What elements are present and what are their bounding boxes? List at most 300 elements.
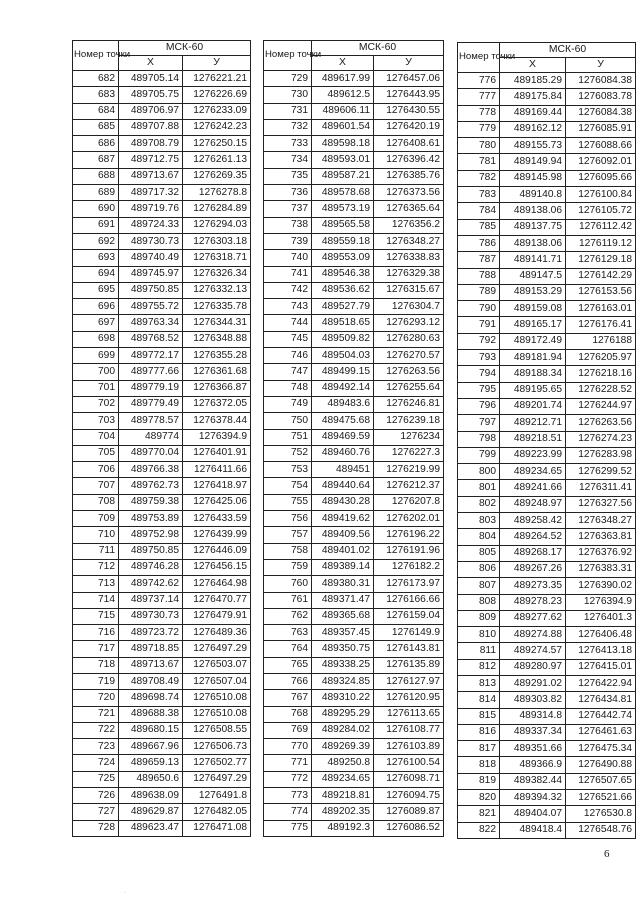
- x-coordinate-cell: 489504.03: [312, 348, 374, 364]
- x-coordinate-cell: 489527.79: [312, 299, 374, 315]
- point-number-cell: 777: [458, 89, 500, 105]
- x-coordinate-cell: 489350.75: [312, 641, 374, 657]
- x-coordinate-cell: 489755.72: [119, 299, 183, 315]
- y-coordinate-cell: 1276196.22: [374, 527, 444, 543]
- x-coordinate-cell: 489303.82: [500, 692, 566, 708]
- table-row: [458, 333, 636, 349]
- y-coordinate-cell: 1276084.38: [566, 105, 636, 121]
- y-coordinate-cell: 1276385.76: [374, 168, 444, 184]
- table-row: [458, 382, 636, 398]
- x-coordinate-cell: 489267.26: [500, 561, 566, 577]
- table-row: [73, 771, 251, 787]
- x-coordinate-cell: 489401.02: [312, 543, 374, 559]
- x-coordinate-cell: 489404.07: [500, 806, 566, 822]
- point-number-cell: 747: [264, 364, 312, 380]
- point-number-cell: 750: [264, 413, 312, 429]
- x-coordinate-cell: 489159.08: [500, 301, 566, 317]
- point-number-cell: 683: [73, 87, 119, 103]
- x-coordinate-cell: 489593.01: [312, 152, 374, 168]
- x-coordinate-cell: 489770.04: [119, 445, 183, 461]
- table-row: [73, 576, 251, 592]
- x-coordinate-cell: 489612.5: [312, 87, 374, 103]
- y-coordinate-cell: 1276205.97: [566, 350, 636, 366]
- x-coordinate-cell: 489475.68: [312, 413, 374, 429]
- table-row: [458, 561, 636, 577]
- point-number-cell: 813: [458, 675, 500, 691]
- table-row: [458, 513, 636, 529]
- table-row: [458, 252, 636, 268]
- point-number-cell: 730: [264, 87, 312, 103]
- y-coordinate-cell: 1276228.52: [566, 382, 636, 398]
- y-coordinate-cell: 1276502.77: [183, 755, 251, 771]
- x-coordinate-cell: 489248.97: [500, 496, 566, 512]
- table-row: [458, 398, 636, 414]
- x-coordinate-cell: 489536.62: [312, 282, 374, 298]
- point-number-cell: 740: [264, 250, 312, 266]
- point-number-cell: 687: [73, 152, 119, 168]
- table-row: [73, 706, 251, 722]
- y-coordinate-cell: 1276373.56: [374, 185, 444, 201]
- y-coordinate-cell: 1276530.8: [566, 806, 636, 822]
- x-coordinate-cell: 489680.15: [119, 722, 183, 738]
- table-row: [458, 203, 636, 219]
- y-coordinate-cell: 1276490.88: [566, 757, 636, 773]
- x-coordinate-cell: 489763.34: [119, 315, 183, 331]
- point-number-cell: 736: [264, 185, 312, 201]
- point-number-cell: 716: [73, 625, 119, 641]
- point-number-cell: 764: [264, 641, 312, 657]
- y-coordinate-cell: 1276372.05: [183, 396, 251, 412]
- y-coordinate-cell: 1276119.12: [566, 235, 636, 251]
- table-row: [264, 576, 444, 592]
- table-row: [458, 219, 636, 235]
- table-row: [458, 757, 636, 773]
- x-coordinate-cell: 489778.57: [119, 413, 183, 429]
- y-coordinate-cell: 1276457.06: [374, 71, 444, 87]
- point-number-cell: 756: [264, 511, 312, 527]
- x-coordinate-cell: 489629.87: [119, 804, 183, 820]
- point-number-cell: 751: [264, 429, 312, 445]
- x-coordinate-cell: 489277.62: [500, 610, 566, 626]
- x-coordinate-cell: 489234.65: [312, 771, 374, 787]
- point-number-cell: 690: [73, 201, 119, 217]
- y-coordinate-cell: 1276327.56: [566, 496, 636, 512]
- y-coordinate-cell: 1276129.18: [566, 252, 636, 268]
- x-coordinate-cell: 489718.85: [119, 641, 183, 657]
- table-row: [264, 543, 444, 559]
- x-coordinate-cell: 489338.25: [312, 657, 374, 673]
- table-row: [264, 820, 444, 836]
- y-coordinate-cell: 1276475.34: [566, 741, 636, 757]
- point-number-cell: 791: [458, 317, 500, 333]
- x-coordinate-cell: 489175.84: [500, 89, 566, 105]
- y-coordinate-cell: 1276363.81: [566, 529, 636, 545]
- x-coordinate-cell: 489750.85: [119, 282, 183, 298]
- table-row: [264, 771, 444, 787]
- point-number-cell: 707: [73, 478, 119, 494]
- x-coordinate-cell: 489310.22: [312, 690, 374, 706]
- table-row: [73, 168, 251, 184]
- point-number-cell: 748: [264, 380, 312, 396]
- x-coordinate-cell: 489419.62: [312, 511, 374, 527]
- y-coordinate-cell: 1276304.7: [374, 299, 444, 315]
- table-row: [73, 396, 251, 412]
- y-coordinate-cell: 1276202.01: [374, 511, 444, 527]
- x-coordinate-cell: 489598.18: [312, 136, 374, 152]
- table-row: [458, 627, 636, 643]
- x-coordinate-cell: 489499.15: [312, 364, 374, 380]
- y-coordinate-cell: 1276255.64: [374, 380, 444, 396]
- y-coordinate-cell: 1276415.01: [566, 659, 636, 675]
- x-coordinate-cell: 489382.44: [500, 773, 566, 789]
- table-row: [73, 136, 251, 152]
- x-coordinate-cell: 489638.09: [119, 788, 183, 804]
- y-coordinate-cell: 1276261.13: [183, 152, 251, 168]
- x-coordinate-cell: 489745.97: [119, 266, 183, 282]
- x-coordinate-cell: 489713.67: [119, 657, 183, 673]
- point-number-cell: 763: [264, 625, 312, 641]
- table-row: [458, 578, 636, 594]
- table-row: [73, 641, 251, 657]
- x-coordinate-cell: 489273.35: [500, 578, 566, 594]
- y-coordinate-cell: 1276406.48: [566, 627, 636, 643]
- point-number-cell: 702: [73, 396, 119, 412]
- x-coordinate-cell: 489371.47: [312, 592, 374, 608]
- table-row: [458, 822, 636, 838]
- table-row: [458, 741, 636, 757]
- table-row: [73, 559, 251, 575]
- point-number-header: Номер точки: [264, 41, 312, 71]
- x-coordinate-cell: 489717.32: [119, 185, 183, 201]
- x-coordinate-cell: 489172.49: [500, 333, 566, 349]
- point-number-cell: 803: [458, 513, 500, 529]
- x-coordinate-cell: 489250.8: [312, 755, 374, 771]
- point-number-cell: 738: [264, 217, 312, 233]
- y-coordinate-cell: 1276218.16: [566, 366, 636, 382]
- point-number-cell: 700: [73, 364, 119, 380]
- table-row: [264, 250, 444, 266]
- y-coordinate-cell: 1276315.67: [374, 282, 444, 298]
- point-number-cell: 773: [264, 788, 312, 804]
- y-coordinate-cell: 1276299.52: [566, 464, 636, 480]
- x-coordinate-cell: 489202.35: [312, 804, 374, 820]
- x-coordinate-cell: 489440.64: [312, 478, 374, 494]
- table-row: [264, 315, 444, 331]
- point-number-cell: 706: [73, 462, 119, 478]
- point-number-cell: 801: [458, 480, 500, 496]
- x-coordinate-cell: 489162.12: [500, 121, 566, 137]
- table-row: [264, 706, 444, 722]
- y-column-header: У: [566, 58, 636, 73]
- point-number-cell: 741: [264, 266, 312, 282]
- x-coordinate-cell: 489708.79: [119, 136, 183, 152]
- y-coordinate-cell: 1276244.97: [566, 398, 636, 414]
- x-coordinate-cell: 489291.02: [500, 675, 566, 691]
- table-row: [73, 445, 251, 461]
- point-number-cell: 769: [264, 722, 312, 738]
- table-row: [73, 217, 251, 233]
- table-row: [264, 657, 444, 673]
- y-coordinate-cell: 1276508.55: [183, 722, 251, 738]
- point-number-cell: 808: [458, 594, 500, 610]
- x-coordinate-cell: 489218.51: [500, 431, 566, 447]
- y-coordinate-cell: 1276401.91: [183, 445, 251, 461]
- point-number-cell: 800: [458, 464, 500, 480]
- x-coordinate-cell: 489223.99: [500, 447, 566, 463]
- x-coordinate-cell: 489274.88: [500, 627, 566, 643]
- coordinates-table-1: [72, 40, 251, 837]
- table-row: [73, 119, 251, 135]
- table-row: [264, 103, 444, 119]
- table-row: [73, 690, 251, 706]
- point-number-cell: 806: [458, 561, 500, 577]
- x-column-header: X: [312, 56, 374, 71]
- table-row: [264, 233, 444, 249]
- point-number-cell: 724: [73, 755, 119, 771]
- table-row: [264, 152, 444, 168]
- table-row: [264, 87, 444, 103]
- x-coordinate-cell: 489141.71: [500, 252, 566, 268]
- point-number-cell: 733: [264, 136, 312, 152]
- table-row: [264, 559, 444, 575]
- y-coordinate-cell: 1276461.63: [566, 724, 636, 740]
- table-row: [73, 87, 251, 103]
- table-row: [458, 187, 636, 203]
- x-coordinate-cell: 489380.31: [312, 576, 374, 592]
- x-coordinate-cell: 489578.68: [312, 185, 374, 201]
- y-coordinate-cell: 1276489.36: [183, 625, 251, 641]
- x-coordinate-cell: 489553.09: [312, 250, 374, 266]
- point-number-cell: 692: [73, 233, 119, 249]
- y-coordinate-cell: 1276246.81: [374, 396, 444, 412]
- y-coordinate-cell: 1276491.8: [183, 788, 251, 804]
- table-row: [264, 511, 444, 527]
- x-coordinate-cell: 489659.13: [119, 755, 183, 771]
- y-coordinate-cell: 1276280.63: [374, 331, 444, 347]
- x-coordinate-cell: 489706.97: [119, 103, 183, 119]
- table-row: [73, 478, 251, 494]
- table-row: [264, 266, 444, 282]
- table-row: [73, 185, 251, 201]
- y-coordinate-cell: 1276084.38: [566, 73, 636, 89]
- y-coordinate-cell: 1276159.04: [374, 608, 444, 624]
- point-number-cell: 809: [458, 610, 500, 626]
- y-coordinate-cell: 1276548.76: [566, 822, 636, 838]
- x-coordinate-cell: 489774: [119, 429, 183, 445]
- point-number-cell: 792: [458, 333, 500, 349]
- y-coordinate-cell: 1276083.78: [566, 89, 636, 105]
- x-coordinate-cell: 489264.52: [500, 529, 566, 545]
- table-row: [73, 71, 251, 87]
- point-number-cell: 725: [73, 771, 119, 787]
- y-coordinate-cell: 1276394.9: [183, 429, 251, 445]
- table-row: [73, 266, 251, 282]
- table-row: [458, 773, 636, 789]
- point-number-cell: 746: [264, 348, 312, 364]
- table-row: [264, 299, 444, 315]
- x-coordinate-cell: 489737.14: [119, 592, 183, 608]
- y-coordinate-cell: 1276120.95: [374, 690, 444, 706]
- y-coordinate-cell: 1276113.65: [374, 706, 444, 722]
- table-row: [264, 445, 444, 461]
- y-coordinate-cell: 1276479.91: [183, 608, 251, 624]
- x-coordinate-cell: 489777.66: [119, 364, 183, 380]
- table-row: [458, 73, 636, 89]
- point-number-cell: 695: [73, 282, 119, 298]
- y-coordinate-cell: 1276153.56: [566, 284, 636, 300]
- y-coordinate-cell: 1276250.15: [183, 136, 251, 152]
- table-row: [458, 675, 636, 691]
- y-coordinate-cell: 1276422.94: [566, 675, 636, 691]
- x-coordinate-cell: 489730.73: [119, 608, 183, 624]
- y-coordinate-cell: 1276095.66: [566, 170, 636, 186]
- point-number-header: Номер точки: [73, 41, 119, 71]
- x-coordinate-cell: 489559.18: [312, 233, 374, 249]
- point-number-cell: 780: [458, 138, 500, 154]
- y-coordinate-cell: 1276239.18: [374, 413, 444, 429]
- x-coordinate-cell: 489565.58: [312, 217, 374, 233]
- y-coordinate-cell: 1276212.37: [374, 478, 444, 494]
- point-number-cell: 734: [264, 152, 312, 168]
- x-coordinate-cell: 489241.66: [500, 480, 566, 496]
- x-coordinate-cell: 489366.9: [500, 757, 566, 773]
- point-number-cell: 723: [73, 739, 119, 755]
- table-row: [73, 413, 251, 429]
- point-number-cell: 799: [458, 447, 500, 463]
- y-coordinate-cell: 1276434.81: [566, 692, 636, 708]
- table-row: [458, 284, 636, 300]
- point-number-cell: 787: [458, 252, 500, 268]
- table-row: [458, 350, 636, 366]
- x-coordinate-cell: 489314.8: [500, 708, 566, 724]
- point-number-cell: 717: [73, 641, 119, 657]
- point-number-cell: 744: [264, 315, 312, 331]
- table-row: [458, 692, 636, 708]
- table-row: [73, 364, 251, 380]
- table-row: [458, 464, 636, 480]
- point-number-cell: 765: [264, 657, 312, 673]
- point-number-cell: 721: [73, 706, 119, 722]
- table-row: [73, 380, 251, 396]
- y-coordinate-cell: 1276221.21: [183, 71, 251, 87]
- point-number-cell: 776: [458, 73, 500, 89]
- x-coordinate-cell: 489234.65: [500, 464, 566, 480]
- coordinate-system-header: МСК-60: [500, 43, 636, 58]
- y-coordinate-cell: 1276378.44: [183, 413, 251, 429]
- x-coordinate-cell: 489492.14: [312, 380, 374, 396]
- y-coordinate-cell: 1276094.75: [374, 788, 444, 804]
- y-coordinate-cell: 1276394.9: [566, 594, 636, 610]
- x-coordinate-cell: 489195.65: [500, 382, 566, 398]
- x-coordinate-cell: 489430.28: [312, 494, 374, 510]
- y-coordinate-cell: 1276105.72: [566, 203, 636, 219]
- y-coordinate-cell: 1276470.77: [183, 592, 251, 608]
- y-coordinate-cell: 1276103.89: [374, 739, 444, 755]
- point-number-cell: 768: [264, 706, 312, 722]
- y-coordinate-cell: 1276503.07: [183, 657, 251, 673]
- x-coordinate-cell: 489766.38: [119, 462, 183, 478]
- y-coordinate-cell: 1276143.81: [374, 641, 444, 657]
- table-row: [458, 610, 636, 626]
- point-number-cell: 689: [73, 185, 119, 201]
- y-coordinate-cell: 1276383.31: [566, 561, 636, 577]
- table-row: [458, 105, 636, 121]
- x-coordinate-cell: 489698.74: [119, 690, 183, 706]
- y-coordinate-cell: 1276326.34: [183, 266, 251, 282]
- x-coordinate-cell: 489724.33: [119, 217, 183, 233]
- point-number-cell: 715: [73, 608, 119, 624]
- x-coordinate-cell: 489730.73: [119, 233, 183, 249]
- table-row: [73, 462, 251, 478]
- y-coordinate-cell: 1276497.29: [183, 771, 251, 787]
- y-coordinate-cell: 1276510.08: [183, 690, 251, 706]
- point-number-cell: 743: [264, 299, 312, 315]
- point-number-cell: 812: [458, 659, 500, 675]
- x-coordinate-cell: 489365.68: [312, 608, 374, 624]
- point-number-cell: 684: [73, 103, 119, 119]
- x-coordinate-cell: 489268.17: [500, 545, 566, 561]
- y-coordinate-cell: 1276242.23: [183, 119, 251, 135]
- x-coordinate-cell: 489573.19: [312, 201, 374, 217]
- table-row: [458, 366, 636, 382]
- coordinates-table-3: [457, 42, 636, 839]
- x-coordinate-cell: 489740.49: [119, 250, 183, 266]
- point-number-cell: 686: [73, 136, 119, 152]
- point-number-cell: 772: [264, 771, 312, 787]
- y-coordinate-cell: 1276413.18: [566, 643, 636, 659]
- point-number-cell: 711: [73, 543, 119, 559]
- point-number-cell: 709: [73, 511, 119, 527]
- table-row: [73, 543, 251, 559]
- table-row: [264, 722, 444, 738]
- y-coordinate-cell: 1276348.27: [566, 513, 636, 529]
- x-coordinate-cell: 489149.94: [500, 154, 566, 170]
- x-coordinate-cell: 489719.76: [119, 201, 183, 217]
- y-coordinate-cell: 1276335.78: [183, 299, 251, 315]
- y-coordinate-cell: 1276446.09: [183, 543, 251, 559]
- x-coordinate-cell: 489707.88: [119, 119, 183, 135]
- table-row: [264, 690, 444, 706]
- x-coordinate-cell: 489460.76: [312, 445, 374, 461]
- y-coordinate-cell: 1276366.87: [183, 380, 251, 396]
- x-coordinate-cell: 489772.17: [119, 348, 183, 364]
- table-row: [458, 170, 636, 186]
- point-number-cell: 688: [73, 168, 119, 184]
- y-coordinate-cell: 1276176.41: [566, 317, 636, 333]
- coordinate-system-header: МСК-60: [312, 41, 444, 56]
- table-row: [73, 820, 251, 836]
- y-coordinate-cell: 1276135.89: [374, 657, 444, 673]
- y-coordinate-cell: 1276507.65: [566, 773, 636, 789]
- point-number-cell: 822: [458, 822, 500, 838]
- x-coordinate-cell: 489705.75: [119, 87, 183, 103]
- y-coordinate-cell: 1276191.96: [374, 543, 444, 559]
- y-coordinate-cell: 1276233.09: [183, 103, 251, 119]
- y-coordinate-cell: 1276510.08: [183, 706, 251, 722]
- y-coordinate-cell: 1276284.89: [183, 201, 251, 217]
- x-coordinate-cell: 489617.99: [312, 71, 374, 87]
- x-coordinate-cell: 489145.98: [500, 170, 566, 186]
- y-coordinate-cell: 1276376.92: [566, 545, 636, 561]
- table-row: [73, 429, 251, 445]
- point-number-cell: 790: [458, 301, 500, 317]
- y-coordinate-cell: 1276401.3: [566, 610, 636, 626]
- x-coordinate-cell: 489418.4: [500, 822, 566, 838]
- y-coordinate-cell: 1276456.15: [183, 559, 251, 575]
- y-coordinate-cell: 1276411.66: [183, 462, 251, 478]
- x-coordinate-cell: 489746.28: [119, 559, 183, 575]
- point-number-cell: 727: [73, 804, 119, 820]
